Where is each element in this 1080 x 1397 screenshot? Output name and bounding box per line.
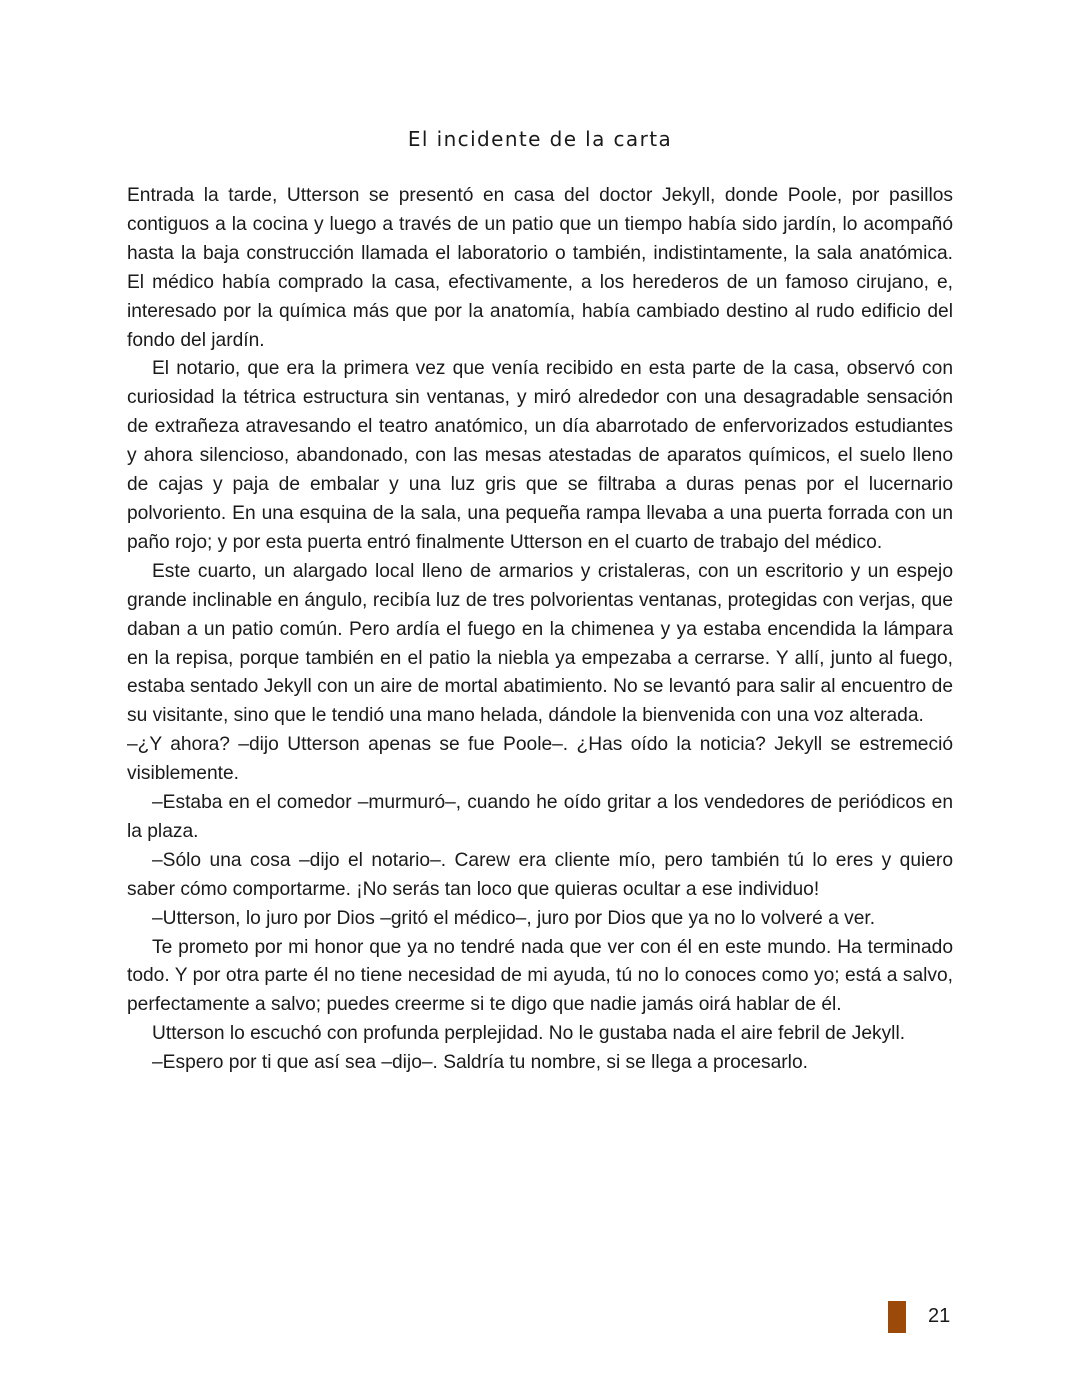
paragraph: Te prometo por mi honor que ya no tendré nada que ver con él en este mundo. Ha terminado todo. Y por otra parte él no tiene necesidad de mi ayuda, tú no lo conoces como yo; está a salvo, perfectamente a salvo; puedes creerme si te digo que nadie jamás oirá hablar de él. xyxy=(127,936,953,1016)
paragraph: –Estaba en el comedor –murmuró–, cuando he oído gritar a los vendedores de periódicos en la plaza. xyxy=(127,792,953,842)
paragraph: El notario, que era la primera vez que venía recibido en esta parte de la casa, observó con curiosidad la tétrica estructura sin ventanas, y miró alrededor con una desagradable sensación de extrañeza atravesando el teatro anatómico, un día abarrotado de enfervorizados estudiantes y ahora silencioso, abandonado, con las mesas atestadas de aparatos químicos, el suelo lleno de cajas y paja de embalar y una luz gris que se filtraba a duras penas por el lucernario polvoriento. En una esquina de la sala, una pequeña rampa llevaba a una puerta forrada con un paño rojo; y por esta puerta entró finalmente Utterson en el cuarto de trabajo del médico. xyxy=(127,358,953,553)
paragraph: –Sólo una cosa –dijo el notario–. Carew era cliente mío, pero también tú lo eres y quiero saber cómo comportarme. ¡No serás tan loco que quieras ocultar a ese individuo! xyxy=(127,849,953,900)
paragraph: Entrada la tarde, Utterson se presentó en casa del doctor Jekyll, donde Poole, por pasillos contiguos a la cocina y luego a través de un patio que un tiempo había sido jardín, lo acompañó hasta la baja construcción llamada el laboratorio o también, indistintamente, la sala anatómica. El médico había comprado la casa, efectivamente, a los herederos de un famoso cirujano, e, interesado por la química más que por la anatomía, había cambiado destino al rudo edificio del fondo del jardín. xyxy=(127,185,953,351)
paragraph: –¿Y ahora? –dijo Utterson apenas se fue Poole–. ¿Has oído la noticia? Jekyll se estremeció visiblemente. xyxy=(127,734,953,785)
paragraph: –Utterson, lo juro por Dios –gritó el médico–, juro por Dios que ya no lo volveré a ver. xyxy=(152,907,876,929)
chapter-title: El incidente de la carta xyxy=(407,127,673,151)
page-marker-bar xyxy=(888,1301,906,1333)
paragraph: Este cuarto, un alargado local lleno de armarios y cristaleras, con un escritorio y un espejo grande inclinable en ángulo, recibía luz de tres polvorientas ventanas, protegidas con verjas, que daban a un patio común. Pero ardía el fuego en la chimenea y ya estaba encendida la lámpara en la repisa, porque también en el patio la niebla ya empezaba a cerrarse. Y allí, junto al fuego, estaba sentado Jekyll con un aire de mortal abatimiento. No se levantó para salir al encuentro de su visitante, sino que le tendió una mano helada, dándole la bienvenida con una voz alterada. xyxy=(127,560,953,727)
paragraph: Utterson lo escuchó con profunda perplejidad. No le gustaba nada el aire febril de Jekyll. xyxy=(152,1023,906,1045)
chapter-body xyxy=(127,182,953,1078)
page-number: 21 xyxy=(928,1305,951,1327)
paragraph: –Espero por ti que así sea –dijo–. Saldría tu nombre, si se llega a procesarlo. xyxy=(152,1052,808,1074)
